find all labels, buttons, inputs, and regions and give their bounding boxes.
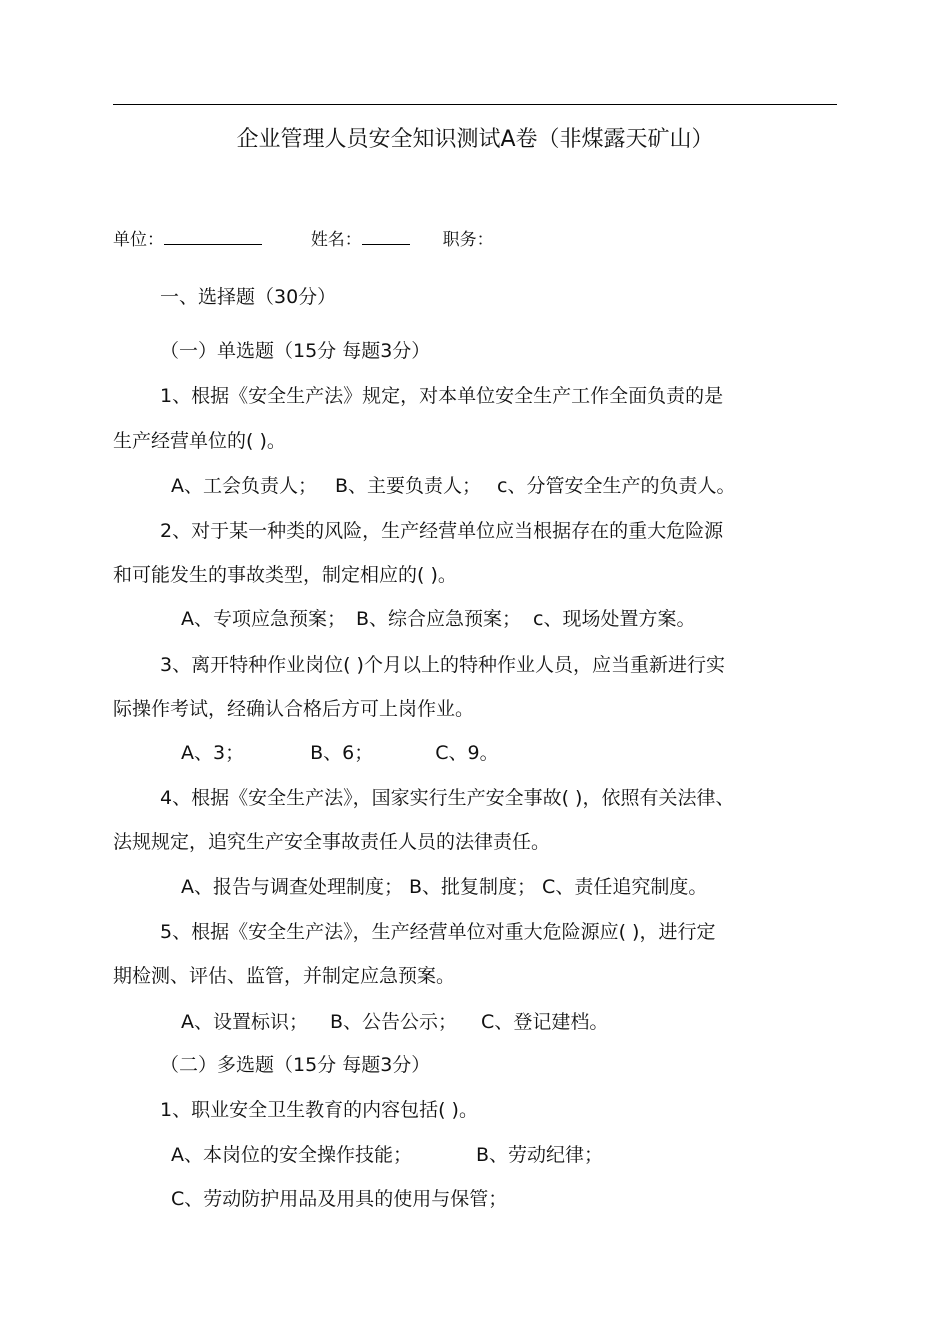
question-2-line1: 2、对于某一种类的风险，生产经营单位应当根据存在的重大危险源 xyxy=(160,520,724,542)
question-4-line1: 4、根据《安全生产法》，国家实行生产安全事故( )，依照有关法律、 xyxy=(160,787,735,809)
question-2-line2: 和可能发生的事故类型，制定相应的( )。 xyxy=(113,564,457,586)
question-4-line2: 法规规定，追究生产安全事故责任人员的法律责任。 xyxy=(113,831,551,853)
question-3-options xyxy=(181,739,499,767)
question-3-line2: 际操作考试，经确认合格后方可上岗作业。 xyxy=(113,698,475,720)
multi-question-1-options-row2 xyxy=(171,1185,507,1213)
option-c[interactable]: c、分管安全生产的负责人。 xyxy=(497,475,736,497)
question-1-line1: 1、根据《安全生产法》规定，对本单位安全生产工作全面负责的是 xyxy=(160,385,724,407)
single-choice-heading: （一）单选题（15分 每题3分） xyxy=(160,340,431,362)
section-heading: 一、选择题（30分） xyxy=(160,286,337,308)
multi-question-1-options-row1 xyxy=(171,1141,603,1169)
option-a[interactable]: A、工会负责人； xyxy=(171,475,317,497)
question-1-line2: 生产经营单位的( )。 xyxy=(113,430,286,452)
option-c[interactable]: c、现场处置方案。 xyxy=(533,608,696,630)
header-fields-row xyxy=(113,226,494,254)
unit-blank[interactable] xyxy=(164,228,262,245)
position-label: 职务： xyxy=(442,230,494,250)
question-5-line2: 期检测、评估、监管，并制定应急预案。 xyxy=(113,965,456,987)
unit-label: 单位： xyxy=(113,230,164,250)
option-c[interactable]: C、责任追究制度。 xyxy=(542,876,708,898)
multi-question-1-line1: 1、职业安全卫生教育的内容包括( )。 xyxy=(160,1099,478,1121)
page-title: 企业管理人员安全知识测试A卷（非煤露天矿山） xyxy=(236,127,714,152)
question-5-line1: 5、根据《安全生产法》，生产经营单位对重大危险源应( )，进行定 xyxy=(160,921,716,943)
header-rule xyxy=(113,104,837,105)
option-b[interactable]: B、综合应急预案； xyxy=(356,608,522,630)
question-2-options xyxy=(181,605,696,633)
option-a[interactable]: A、本岗位的安全操作技能； xyxy=(171,1144,412,1166)
question-5-options xyxy=(181,1008,608,1036)
option-b[interactable]: B、主要负责人； xyxy=(335,475,482,497)
name-label: 姓名： xyxy=(310,230,362,250)
option-a[interactable]: A、设置标识； xyxy=(181,1011,308,1033)
name-blank[interactable] xyxy=(362,228,410,245)
question-4-options xyxy=(181,873,707,901)
option-b[interactable]: B、公告公示； xyxy=(330,1011,458,1033)
option-b[interactable]: B、6； xyxy=(310,742,374,764)
option-a[interactable]: A、报告与调查处理制度； xyxy=(181,876,403,898)
multi-choice-heading: （二）多选题（15分 每题3分） xyxy=(160,1054,431,1076)
option-c[interactable]: C、登记建档。 xyxy=(481,1011,609,1033)
option-b[interactable]: B、劳动纪律； xyxy=(476,1144,604,1166)
option-c[interactable]: C、9。 xyxy=(435,742,499,764)
question-1-options xyxy=(171,472,736,500)
option-a[interactable]: A、专项应急预案； xyxy=(181,608,346,630)
option-c[interactable]: C、劳动防护用品及用具的使用与保管； xyxy=(171,1188,508,1210)
option-b[interactable]: B、批复制度； xyxy=(409,876,537,898)
question-3-line1: 3、离开特种作业岗位( )个月以上的特种作业人员，应当重新进行实 xyxy=(160,654,725,676)
option-a[interactable]: A、3； xyxy=(181,742,245,764)
